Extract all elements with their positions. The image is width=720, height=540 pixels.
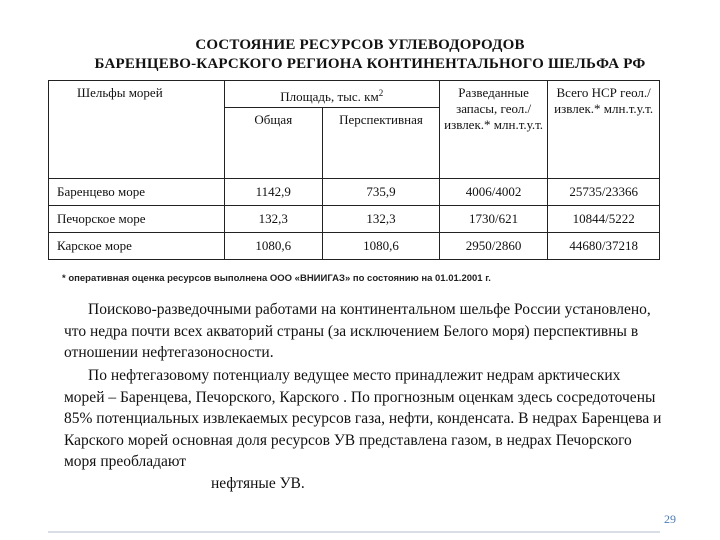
table-row (49, 179, 660, 206)
header-area-total: Общая (224, 108, 322, 179)
cell-nsr: 44680/37218 (548, 233, 660, 260)
cell-sea: Баренцево море (49, 179, 225, 206)
cell-perspective: 1080,6 (323, 233, 440, 260)
paragraph-2-text: По нефтегазовому потенциалу ведущее место принадлежит недрам арктических морей – Баренцева, Печорского, Карского . По прогнозным оценкам здесь сосредоточены 85% потенциальных извлекаемых ресурсов газа, нефти, конденсата. В недрах Баренцева и Карского морей основная доля ресурсов УВ представлена газом, в недрах Печорского моря преобладают (64, 367, 662, 471)
cell-explored: 1730/621 (439, 206, 547, 233)
cell-nsr: 25735/23366 (548, 179, 660, 206)
cell-nsr: 10844/5222 (548, 206, 660, 233)
page-number: 29 (664, 512, 676, 526)
header-area-sup: 2 (378, 88, 384, 98)
header-area (224, 81, 439, 108)
page-footer-rule (48, 531, 660, 533)
paragraph-2 (64, 365, 664, 495)
paragraph-2-last-line: нефтяные УВ. (211, 474, 305, 492)
title-line-2: БАРЕНЦЕВО-КАРСКОГО РЕГИОНА КОНТИНЕНТАЛЬНОГО ШЕЛЬФА РФ (94, 56, 646, 72)
header-shelf: Шельфы морей (49, 81, 225, 179)
cell-explored: 2950/2860 (439, 233, 547, 260)
cell-total: 1142,9 (224, 179, 322, 206)
header-explored: Разведанные запасы, геол./извлек.* млн.т.у.т. (439, 81, 547, 179)
header-nsr: Всего НСР геол./извлек.* млн.т.у.т. (548, 81, 660, 179)
cell-sea: Карское море (49, 233, 225, 260)
cell-total: 132,3 (224, 206, 322, 233)
table-row (49, 206, 660, 233)
cell-explored: 4006/4002 (439, 179, 547, 206)
slide-title (0, 36, 720, 74)
header-area-perspective: Перспективная (323, 108, 440, 179)
paragraph-1 (64, 299, 664, 364)
cell-total: 1080,6 (224, 233, 322, 260)
table-footnote: * оперативная оценка ресурсов выполнена ООО «ВНИИГАЗ» по состоянию на 01.01.2001 г. (62, 273, 491, 284)
cell-perspective: 132,3 (323, 206, 440, 233)
cell-perspective: 735,9 (323, 179, 440, 206)
paragraph-1-text: Поисково-разведочными работами на континентальном шельфе России установлено, что недра почти всех акваторий страны (за исключением Белого моря) перспективны в отношении нефтегазоносности. (64, 301, 651, 362)
table-row (49, 233, 660, 260)
header-area-text: Площадь, тыс. км (280, 89, 379, 104)
resources-table (48, 80, 660, 260)
cell-sea: Печорское море (49, 206, 225, 233)
title-line-1: СОСТОЯНИЕ РЕСУРСОВ УГЛЕВОДОРОДОВ (195, 37, 525, 53)
